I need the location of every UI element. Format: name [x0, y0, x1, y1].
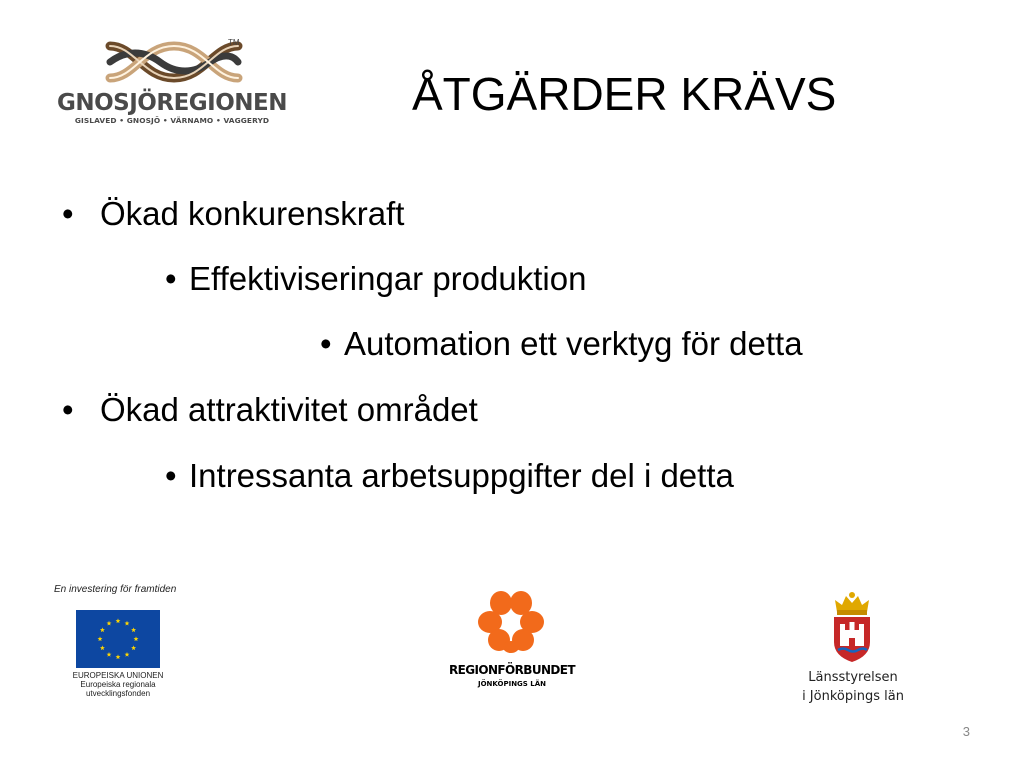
logo-towns: GISLAVED • GNOSJÖ • VÄRNAMO • VAGGERYD: [74, 116, 270, 125]
logo-name: GNOSJÖREGIONEN: [57, 90, 287, 116]
bullet-item: [165, 259, 586, 299]
bullet-marker: •: [165, 457, 177, 494]
regionforbundet-name: REGIONFÖRBUNDET: [449, 663, 575, 677]
regionforbundet-sub: JÖNKÖPINGS LÄN: [477, 680, 547, 688]
eu-tagline: En investering för framtiden: [54, 584, 177, 595]
bullet-item: [165, 456, 734, 496]
eu-name-line2: Europeiska regionala: [80, 680, 156, 689]
bullet-text: Ökad konkurenskraft: [100, 195, 405, 232]
gnosjoregionen-logo: [56, 36, 288, 128]
coat-of-arms-icon: [829, 590, 875, 664]
lansstyrelsen-line2: i Jönköpings län: [802, 689, 904, 704]
lansstyrelsen-name: [788, 668, 918, 706]
eu-name-line3: utvecklingsfonden: [85, 689, 151, 698]
trademark-mark: TM: [228, 38, 240, 47]
bullet-marker: •: [62, 195, 74, 232]
eu-name-line1: EUROPEISKA UNIONEN: [72, 671, 164, 680]
bullet-marker: •: [320, 325, 332, 362]
eu-name: [58, 671, 178, 698]
bullet-text: Automation ett verktyg för detta: [344, 325, 803, 362]
bullet-marker: •: [165, 260, 177, 297]
regionforbundet-flower-icon: [478, 588, 544, 654]
lansstyrelsen-line1: Länsstyrelsen: [808, 670, 898, 685]
bullet-text: Effektiviseringar produktion: [189, 260, 587, 297]
bullet-text: Ökad attraktivitet området: [100, 391, 478, 428]
bullet-marker: •: [62, 391, 74, 428]
bullet-item: [320, 324, 803, 364]
page-number: 3: [962, 724, 970, 739]
slide-title: ÅTGÄRDER KRÄVS: [412, 68, 837, 120]
bullet-item: [62, 194, 404, 234]
eu-flag-icon: [76, 610, 160, 668]
bullet-item: [62, 390, 478, 430]
braided-knot-icon: [104, 36, 244, 88]
bullet-text: Intressanta arbetsuppgifter del i detta: [189, 457, 734, 494]
